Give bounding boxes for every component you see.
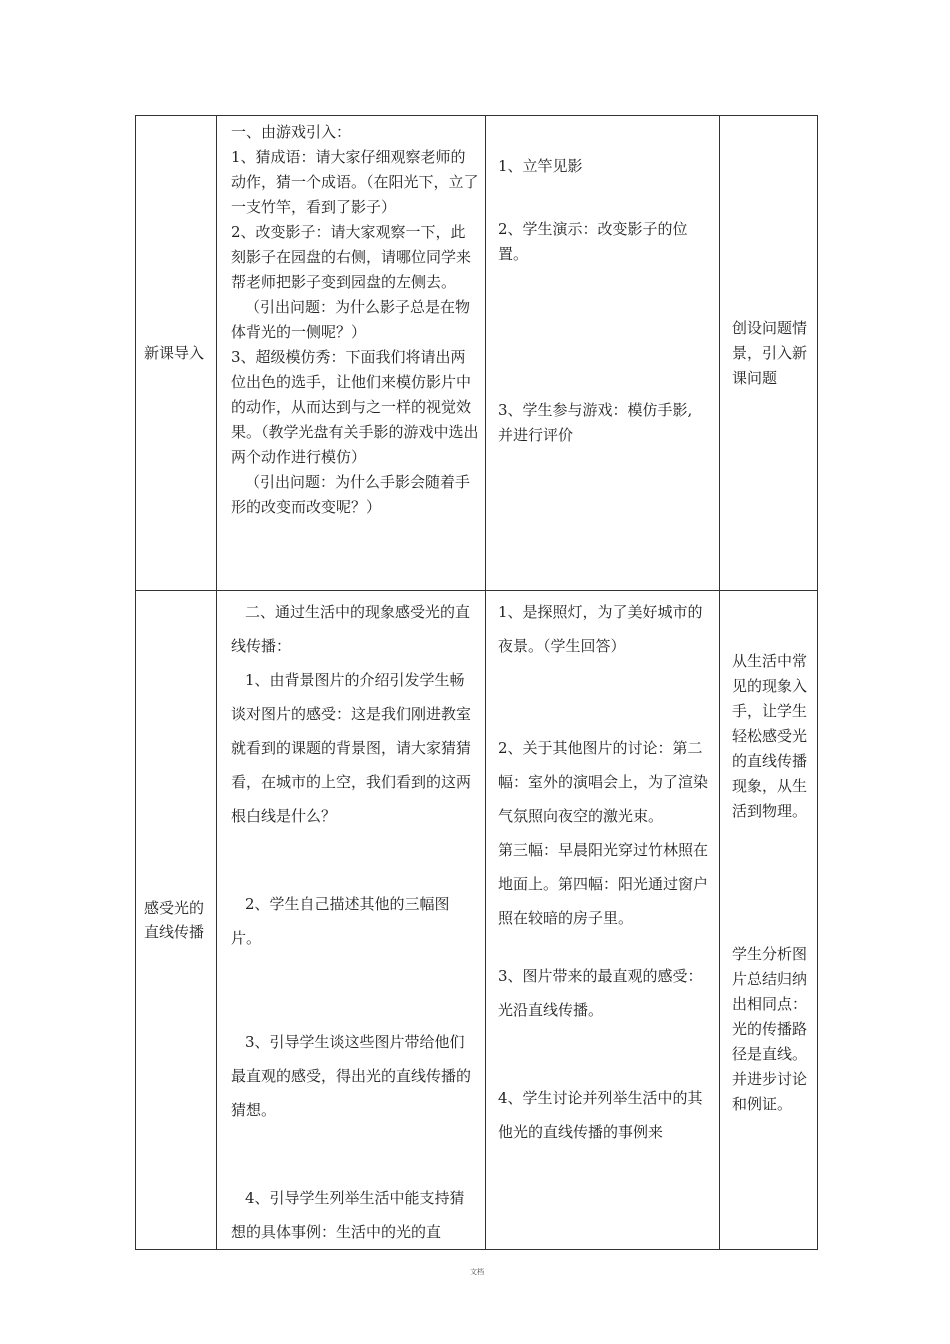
stage-cell [136,591,217,1250]
teacher-text: 4、引导学生列举生活中能支持猜想的具体事例：生活中的光的直 [231,1189,465,1241]
student-text: 第三幅：早晨阳光穿过竹林照在地面上。第四幅：阳光通过窗户照在较暗的房子里。 [498,841,709,927]
teacher-text: 1、由背景图片的介绍引发学生畅谈对图片的感受：这是我们刚进教室就看到的课题的背景图，请大家猜猜看，在城市的上空，我们看到的这两根白线是什么？ [231,671,472,825]
student-text: 4、学生讨论并列举生活中的其他光的直线传播的事例来 [498,1089,703,1141]
student-text: 2、关于其他图片的讨论：第二幅：室外的演唱会上，为了渲染气氛照向夜空的激光束。 [498,739,709,825]
student-text: 2、学生演示：改变影子的位置。 [498,220,688,263]
teacher-text: 2、学生自己描述其他的三幅图片。 [231,895,450,947]
design-intent-cell [720,591,818,1250]
student-text: 3、图片带来的最直观的感受：光沿直线传播。 [498,967,703,1019]
intent-text: 从生活中常见的现象入手，让学生轻松感受光的直线传播现象，从生活到物理。 [732,652,808,820]
teacher-text: （引出问题：为什么影子总是在物体背光的一侧呢？） [231,298,471,341]
stage-cell [136,116,217,591]
student-activity-cell [486,116,720,591]
student-text: 1、立竿见影 [498,157,583,175]
teacher-text: 3、引导学生谈这些图片带给他们最直观的感受，得出光的直线传播的猜想。 [231,1033,472,1119]
teacher-text: 1、猜成语：请大家仔细观察老师的动作，猜一个成语。（在阳光下，立了一支竹竿，看到了影子） [231,148,479,216]
teacher-text: 二、通过生活中的现象感受光的直线传播： [231,603,471,655]
teacher-text: 3、超级模仿秀：下面我们将请出两位出色的选手，让他们来模仿影片中的动作，从而达到与之一样的视觉效果。（教学光盘有关手影的游戏中选出两个动作进行模仿） [231,348,479,466]
intent-text: 创设问题情景，引入新课问题 [732,318,808,387]
teacher-activity-cell [217,591,486,1250]
table-row [136,591,818,1250]
student-text: 1、是探照灯，为了美好城市的夜景。（学生回答） [498,603,703,655]
page-footer: 文档 [470,1268,484,1276]
stage-label: 感受光的直线传播 [144,899,205,941]
teacher-text: 2、改变影子：请大家观察一下，此刻影子在园盘的右侧，请哪位同学来帮老师把影子变到园盘的左侧去。 [231,223,472,291]
student-text: 3、学生参与游戏：模仿手影, [498,401,693,419]
student-text: 并进行评价 [498,426,574,444]
lesson-plan-table [135,115,818,1250]
teacher-text: （引出问题：为什么手影会随着手形的改变而改变呢？） [231,473,471,516]
teacher-activity-cell [217,116,486,591]
stage-label: 新课导入 [144,344,205,362]
intent-text: 学生分析图片总结归纳出相同点：光的传播路径是直线。并进步讨论和例证。 [732,945,808,1113]
design-intent-cell [720,116,818,591]
student-activity-cell [486,591,720,1250]
teacher-text: 一、由游戏引入： [231,123,352,141]
table-row [136,116,818,591]
